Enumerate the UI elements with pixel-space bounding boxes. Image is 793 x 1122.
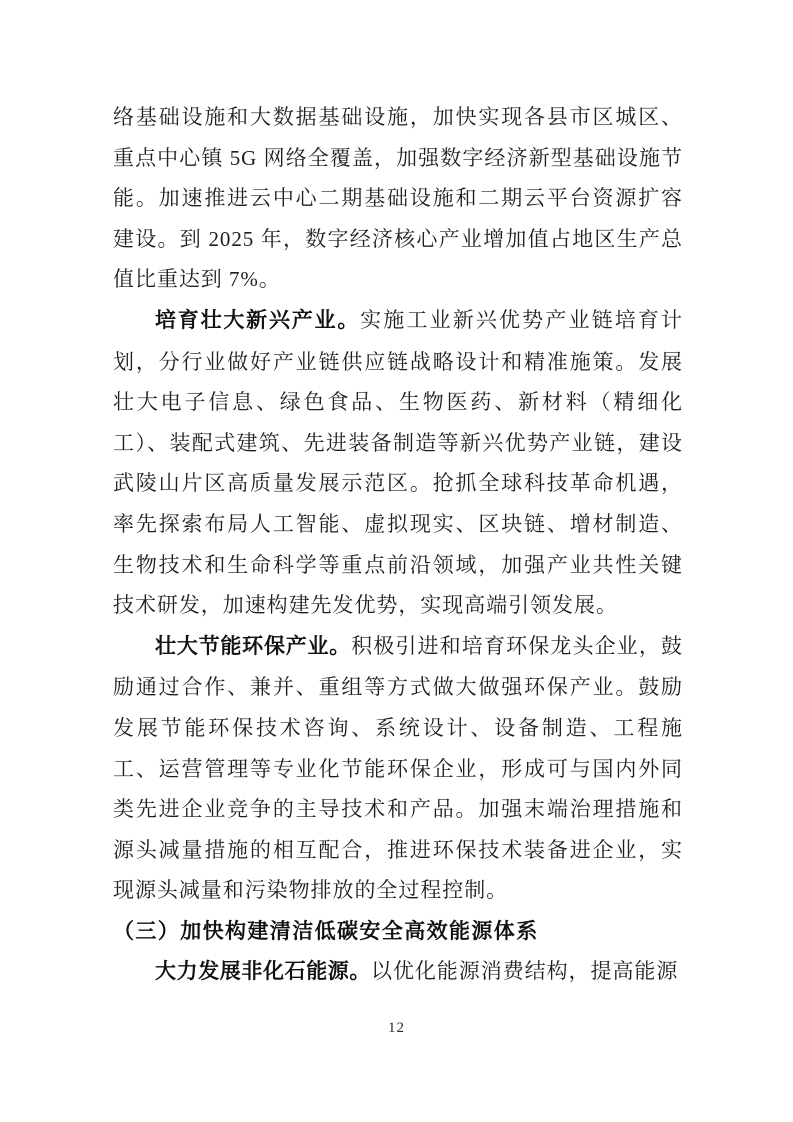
section-heading xyxy=(113,911,683,952)
paragraph-lead: 大力发展非化石能源。 xyxy=(155,960,371,984)
paragraph xyxy=(113,626,683,911)
paragraph xyxy=(113,300,683,626)
paragraph-lead: 壮大节能环保产业。 xyxy=(155,634,352,658)
paragraph xyxy=(113,97,683,300)
paragraph-text: 以优化能源消费结构，提高能源 xyxy=(371,959,679,984)
paragraph-lead: 培育壮大新兴产业。 xyxy=(155,308,361,332)
document-body xyxy=(113,97,683,993)
paragraph xyxy=(113,951,683,993)
paragraph-text: 积极引进和培育环保龙头企业，鼓励通过合作、兼并、重组等方式做大做强环保产业。鼓励发展节能环保技术咨询、系统设计、设备制造、工程施工、运营管理等专业化节能环保企业，形成可与国内外同类先进企业竞争的主导技术和产品。加强末端治理措施和源头减量措施的相互配合，推进环保技术装备进企业，实现源头减量和污染物排放的全过程控制。 xyxy=(113,633,684,903)
page-number: 12 xyxy=(388,1020,405,1036)
paragraph-text: 络基础设施和大数据基础设施，加快实现各县市区城区、重点中心镇 5G 网络全覆盖，加强数字经济新型基础设施节能。加速推进云中心二期基础设施和二期云平台资源扩容建设。到 2025 年，数字经济核心产业增加值占地区生产总值比重达到 7%。 xyxy=(113,105,683,292)
paragraph-text: 实施工业新兴优势产业链培育计划，分行业做好产业链供应链战略设计和精准施策。发展壮大电子信息、绿色食品、生物医药、新材料（精细化工）、装配式建筑、先进装备制造等新兴优势产业链，建设武陵山片区高质量发展示范区。抢抓全球科技革命机遇，率先探索布局人工智能、虚拟现实、区块链、增材制造、生物技术和生命科学等重点前沿领域，加强产业共性关键技术研发，加速构建先发优势，实现高端引领发展。 xyxy=(113,307,683,618)
section-heading-text: （三）加快构建清洁低碳安全高效能源体系 xyxy=(113,918,539,943)
